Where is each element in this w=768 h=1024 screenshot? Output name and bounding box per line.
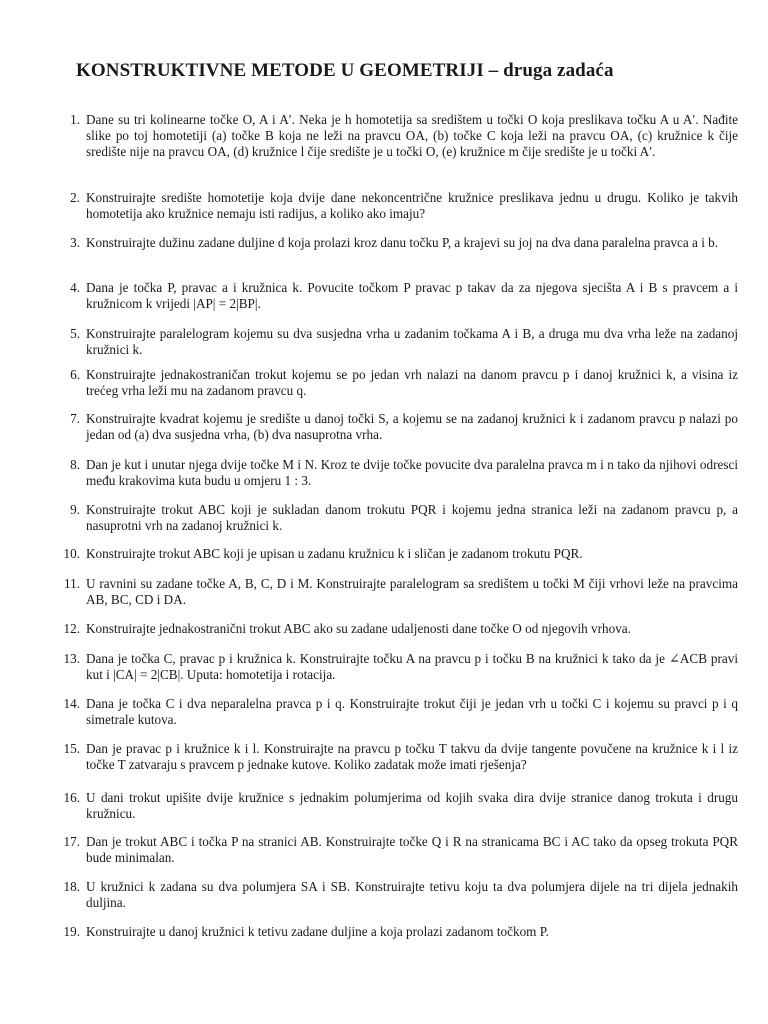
problem-number: 10. — [63, 546, 80, 561]
problem-text: Konstruirajte kvadrat kojemu je središte u danoj točki S, a kojemu se na zadanoj kružnici k i zadanom pravcu p nalazi po jedan od (a) dva susjedna vrha, (b) dva nasuprotna vrha. — [86, 411, 738, 442]
problem-number: 17. — [63, 834, 80, 849]
problem-number: 8. — [70, 457, 80, 472]
problem-number: 11. — [64, 576, 80, 591]
problem-number: 7. — [70, 411, 80, 426]
problem-number: 15. — [63, 741, 80, 756]
problem-number: 13. — [63, 651, 80, 666]
problem-text: Konstruirajte u danoj kružnici k tetivu zadane duljine a koja prolazi zadanom točkom P. — [86, 924, 549, 939]
problem-text: Dana je točka C i dva neparalelna pravca p i q. Konstruirajte trokut čiji je jedan vrh u točki C i kojemu su pravci p i q simetrale kutova. — [86, 696, 738, 727]
problem-text: Konstruirajte trokut ABC koji je sukladan danom trokutu PQR i kojemu jedna stranica leži na zadanom pravcu p, a nasuprotni vrh na zadanoj kružnici k. — [86, 502, 738, 533]
problem-number: 2. — [70, 190, 80, 205]
problem-number: 9. — [70, 502, 80, 517]
problem-text: Konstruirajte trokut ABC koji je upisan u zadanu kružnicu k i sličan je zadanom trokutu PQR. — [86, 546, 583, 561]
problem-text: Dana je točka C, pravac p i kružnica k. Konstruirajte točku A na pravcu p i točku B na kružnici k tako da je ∠ACB pravi kut i |CA| = 2|CB|. Uputa: homotetija i rotacija. — [86, 651, 738, 682]
problem-text: Konstruirajte središte homotetije koja dvije dane nekoncentrične kružnice preslikava jednu u drugu. Koliko je takvih homotetija ako kružnice nemaju isti radijus, a koliko ako imaju? — [86, 190, 738, 221]
problem-text: Dane su tri kolinearne točke O, A i A′. Neka je h homotetija sa središtem u točki O koja preslikava točku A u A′. Nađite slike po toj homotetiji (a) točke B koja ne leži na pravcu OA, (b) točke C koja leži na pravcu OA, (c) kružnice k čije središte nije na pravcu OA, (d) kružnice l čije središte je u točki O, (e) kružnice m čije središte je u točki A′. — [86, 112, 738, 159]
problem-number: 4. — [70, 280, 80, 295]
problem-text: Konstruirajte dužinu zadane duljine d koja prolazi kroz danu točku P, a krajevi su joj na dva dana paralelna pravca a i b. — [86, 235, 719, 250]
problem-text: Konstruirajte jednakostranični trokut ABC ako su zadane udaljenosti dane točke O od njegovih vrhova. — [86, 621, 631, 636]
problem-number: 16. — [63, 790, 80, 805]
problem-text: Dan je pravac p i kružnice k i l. Konstruirajte na pravcu p točku T takvu da dvije tangente povučene na kružnice k i l iz točke T zatvaraju s pravcem p jednake kutove. Koliko zadatak može imati rješenja? — [86, 741, 738, 772]
problem-text: U kružnici k zadana su dva polumjera SA i SB. Konstruirajte tetivu koju ta dva polumjera dijele na tri dijela jednakih duljina. — [86, 879, 738, 910]
problem-number: 18. — [63, 879, 80, 894]
page-title: KONSTRUKTIVNE METODE U GEOMETRIJI – druga zadaća — [76, 60, 614, 81]
problem-number: 14. — [63, 696, 80, 711]
problem-text: Dan je trokut ABC i točka P na stranici AB. Konstruirajte točke Q i R na stranicama BC i AC tako da opseg trokuta PQR bude minimalan. — [86, 834, 738, 865]
problem-number: 6. — [70, 367, 80, 382]
problem-text: Konstruirajte paralelogram kojemu su dva susjedna vrha u zadanim točkama A i B, a druga mu dva vrha leže na zadanoj kružnici k. — [86, 326, 738, 357]
problem-number: 3. — [70, 235, 80, 250]
problem-number: 5. — [70, 326, 80, 341]
problem-number: 19. — [63, 924, 80, 939]
problem-text: Dan je kut i unutar njega dvije točke M i N. Kroz te dvije točke povucite dva paralelna pravca m i n tako da njihovi odresci među krakovima kuta budu u omjeru 1 : 3. — [86, 457, 738, 488]
problem-number: 12. — [63, 621, 80, 636]
problem-text: U ravnini su zadane točke A, B, C, D i M. Konstruirajte paralelogram sa središtem u točki M čiji vrhovi leže na pravcima AB, BC, CD i DA. — [86, 576, 738, 607]
problem-text: U dani trokut upišite dvije kružnice s jednakim polumjerima od kojih svaka dira dvije stranice danog trokuta i drugu kružnicu. — [86, 790, 738, 821]
problem-text: Dana je točka P, pravac a i kružnica k. Povucite točkom P pravac p takav da za njegova sjecišta A i B s pravcem a i kružnicom k vrijedi |AP| = 2|BP|. — [86, 280, 738, 311]
problem-number: 1. — [70, 112, 80, 127]
problem-text: Konstruirajte jednakostraničan trokut kojemu se po jedan vrh nalazi na danom pravcu p i danoj kružnici k, a visina iz trećeg vrha leži mu na zadanom pravcu q. — [86, 367, 738, 398]
